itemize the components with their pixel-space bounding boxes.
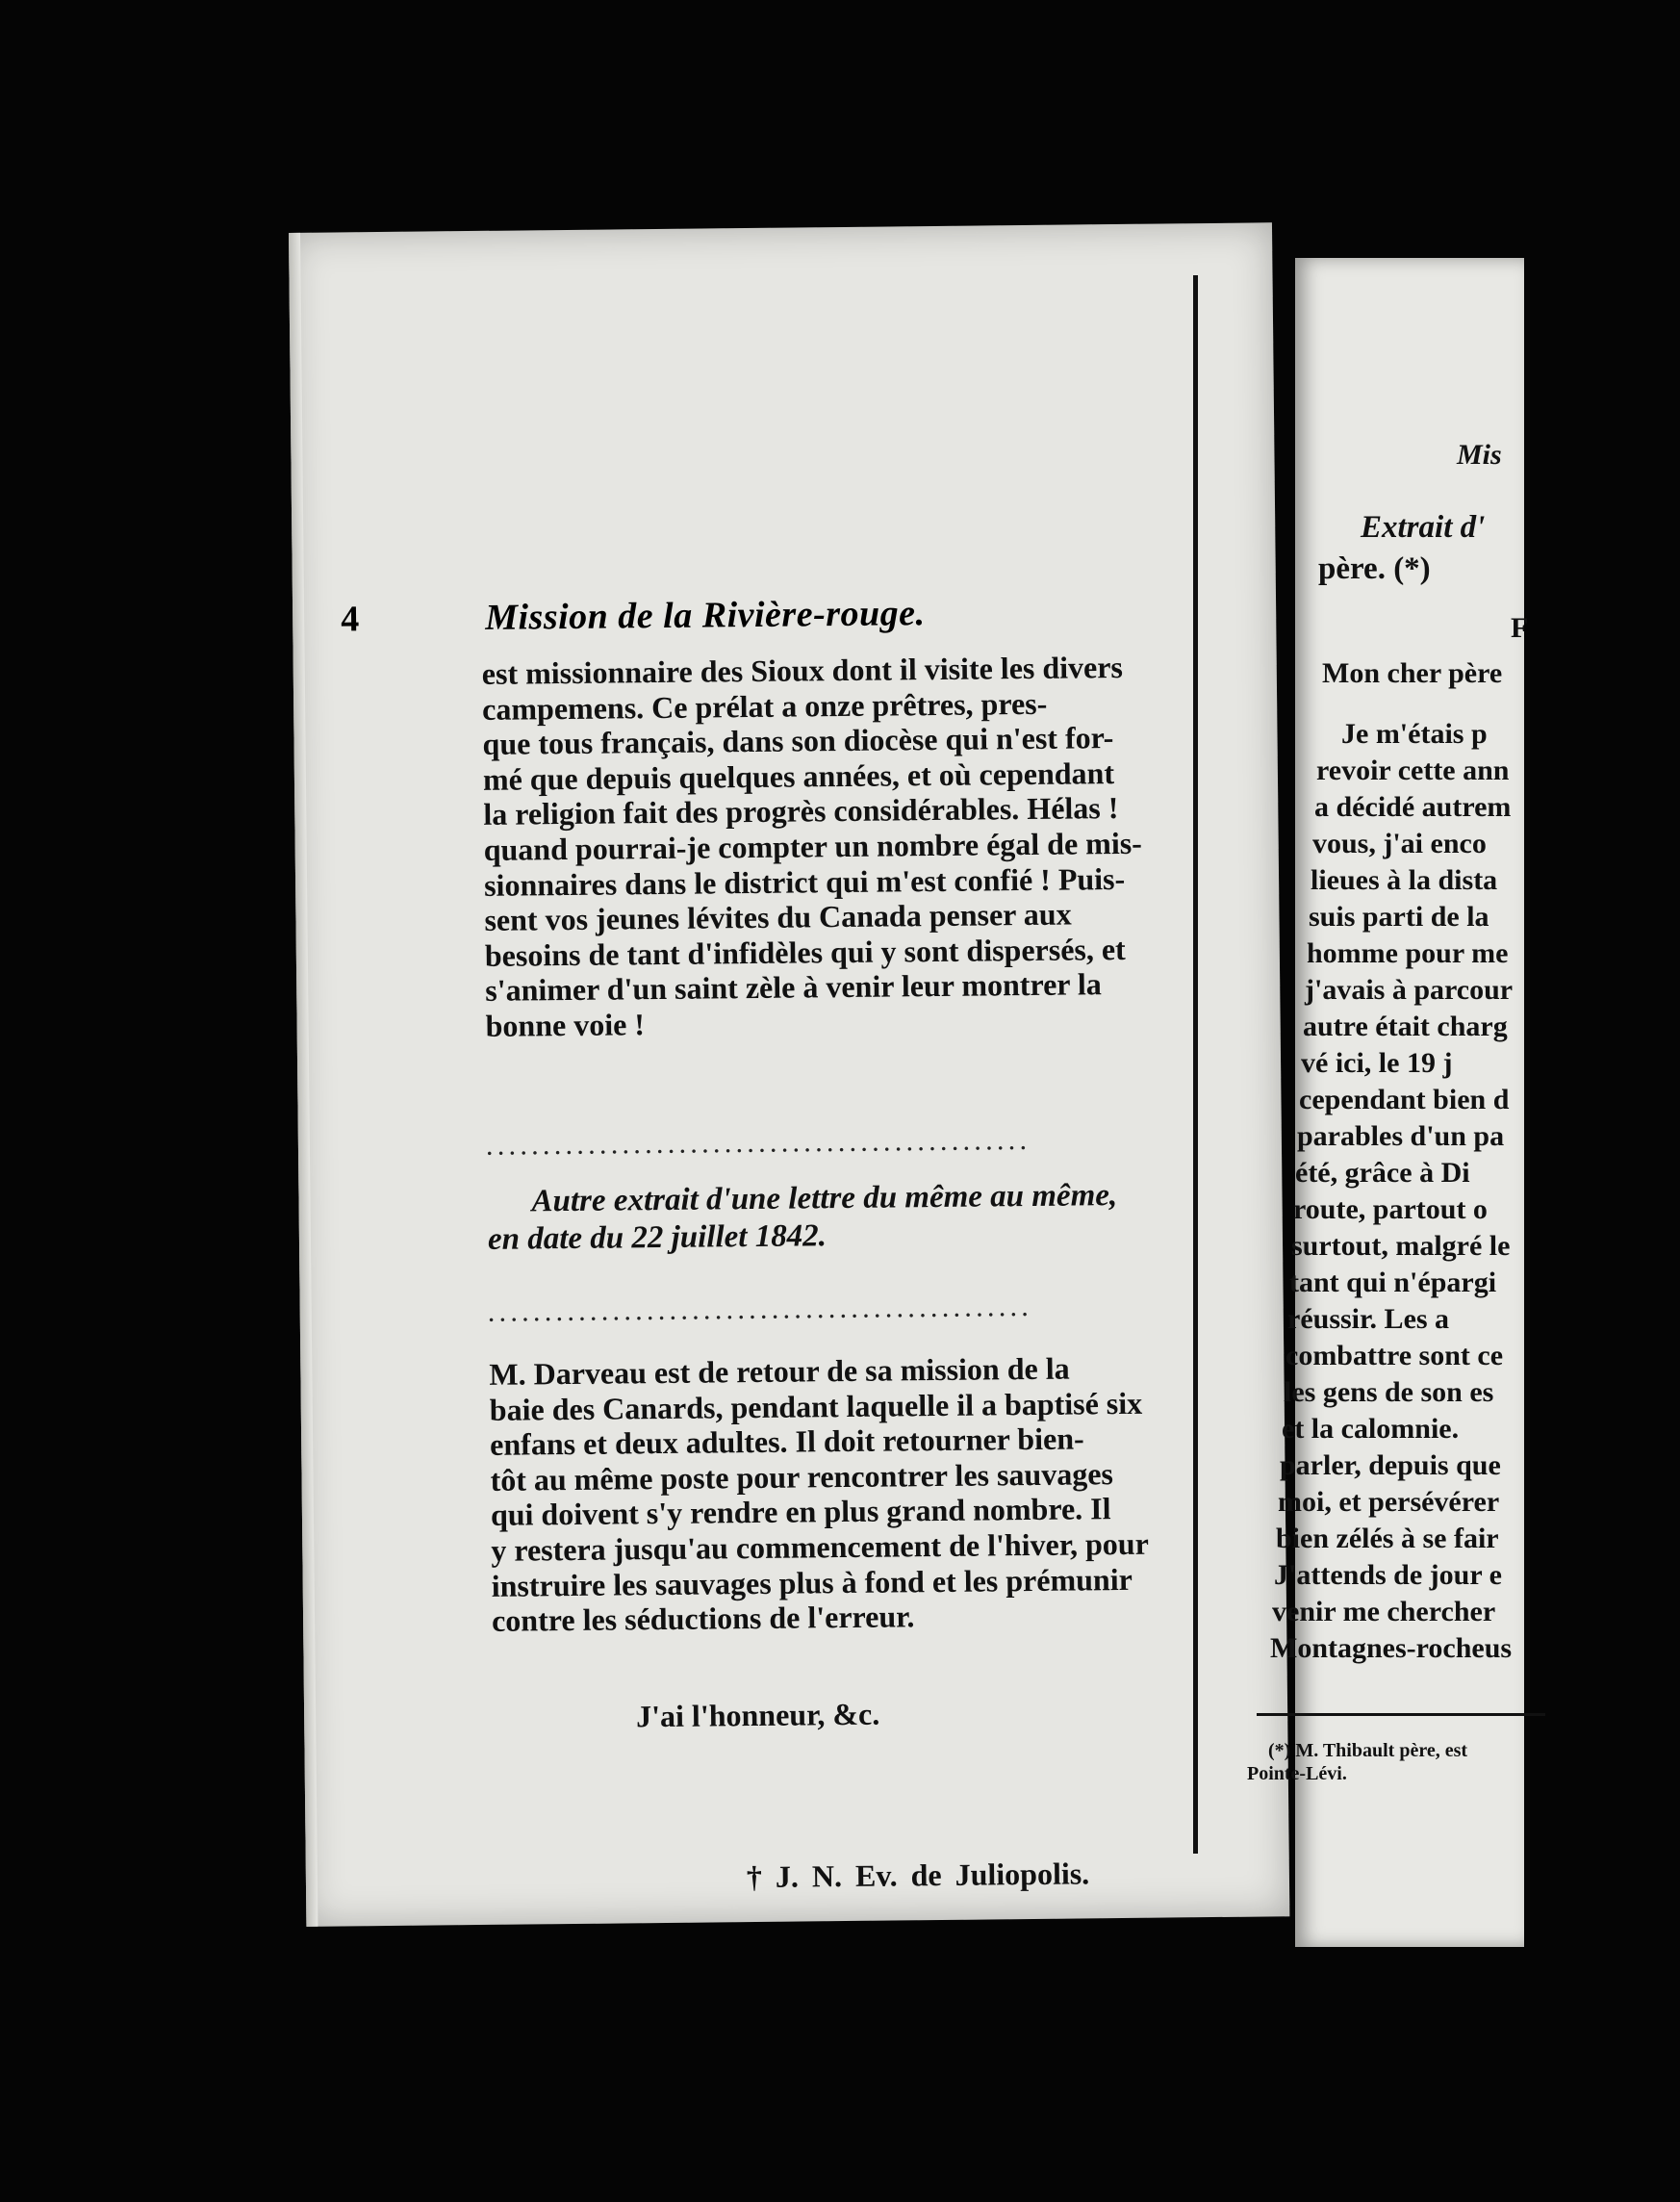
text-line: bonne voie ! [485, 1007, 646, 1043]
subheading [487, 1176, 1209, 1259]
right-page [1247, 258, 1529, 1947]
text-line: M. Darveau est de retour de sa mission de la [489, 1350, 1070, 1392]
right-line: les gens de son es [1284, 1376, 1494, 1408]
right-line: tant qui n'épargi [1289, 1267, 1497, 1298]
right-line: Je m'étais p [1341, 718, 1488, 750]
text-line: y restera jusqu'au commencement de l'hiver, pour [491, 1525, 1149, 1568]
paragraph-1 [482, 649, 1208, 1043]
text-line: la religion fait des progrès considérables. Hélas ! [483, 790, 1119, 832]
text-line: quand pourrai-je compter un nombre égal de mis- [483, 825, 1143, 867]
right-line: lieues à la dista [1311, 864, 1498, 896]
separator-top: ................................................ [486, 1129, 1032, 1160]
right-line: combattre sont ce [1285, 1340, 1504, 1371]
separator-bottom: ................................................ [488, 1295, 1034, 1326]
right-heading-line-1: Extrait d' [1361, 510, 1486, 545]
right-line: été, grâce à Di [1295, 1157, 1470, 1189]
right-line: autre était charg [1303, 1011, 1508, 1042]
right-line: revoir cette ann [1316, 755, 1510, 786]
text-line: sent vos jeunes lévites du Canada penser aux [484, 896, 1072, 938]
right-line: cependant bien d [1299, 1084, 1510, 1115]
paragraph-2 [489, 1349, 1213, 1639]
right-line: route, partout o [1293, 1193, 1488, 1225]
footnote-rule [1257, 1713, 1545, 1716]
text-line: est missionnaire des Sioux dont il visite les divers [481, 649, 1124, 691]
page-header [340, 592, 926, 640]
text-line: instruire les sauvages plus à fond et les prémunir [491, 1561, 1133, 1603]
subheading-line-1: Autre extrait d'une lettre du même au même, [531, 1178, 1118, 1219]
right-footnote-line-2: Pointe-Lévi. [1247, 1763, 1347, 1784]
text-line: contre les séductions de l'erreur. [491, 1599, 915, 1639]
right-line: surtout, malgré le [1291, 1230, 1511, 1262]
text-line: tôt au même poste pour rencontrer les sauvages [490, 1455, 1114, 1498]
text-line: campemens. Ce prélat a onze prêtres, pres- [482, 685, 1048, 727]
text-line: enfans et deux adultes. Il doit retourner bien- [490, 1421, 1084, 1463]
right-line: moi, et persévérer [1278, 1486, 1500, 1518]
right-greeting: Mon cher père [1322, 657, 1503, 689]
right-line: j'avais à parcour [1305, 974, 1514, 1006]
text-line: mé que depuis quelques années, et où cependant [482, 755, 1115, 797]
right-line: homme pour me [1307, 937, 1509, 969]
right-line: parler, depuis que [1280, 1449, 1501, 1481]
closing-formula: J'ai l'honneur, &c. [635, 1696, 880, 1734]
right-footnote-line-1: (*) M. Thibault père, est [1268, 1740, 1468, 1761]
right-line: réussir. Les a [1287, 1303, 1450, 1335]
text-line: qui doivent s'y rendre en plus grand nombre. Il [490, 1491, 1111, 1533]
right-running-title: Mis [1457, 439, 1502, 471]
right-line: bien zélés à se fair [1276, 1523, 1499, 1554]
right-line: venir me chercher [1272, 1596, 1496, 1627]
right-line: Montagnes-rocheus [1270, 1632, 1513, 1664]
running-title: Mission de la Rivière-rouge. [484, 593, 926, 638]
right-initial: F [1511, 612, 1529, 644]
text-line: besoins de tant d'infidèles qui y sont dispersés, et [484, 931, 1126, 973]
signature: † J. N. Ev. de Juliopolis. [746, 1856, 1090, 1895]
right-line: J'attends de jour e [1274, 1559, 1502, 1591]
right-line: et la calomnie. [1282, 1413, 1460, 1445]
right-line: vous, j'ai enco [1312, 828, 1487, 859]
text-line: sionnaires dans le district qui m'est confié ! Puis- [483, 860, 1126, 903]
text-line: baie des Canards, pendant laquelle il a baptisé six [489, 1385, 1143, 1427]
right-line: suis parti de la [1309, 901, 1489, 933]
right-heading-line-2: père. (*) [1318, 551, 1431, 586]
right-line: a décidé autrem [1314, 791, 1512, 823]
page-gutter [1193, 275, 1198, 1854]
right-line: parables d'un pa [1297, 1120, 1505, 1152]
text-line: que tous français, dans son diocèse qui n'est for- [482, 720, 1114, 762]
page-number: 4 [340, 599, 360, 640]
subheading-line-2: en date du 22 juillet 1842. [487, 1218, 827, 1257]
right-line: vé ici, le 19 j [1301, 1047, 1453, 1079]
text-line: s'animer d'un saint zèle à venir leur montrer la [485, 966, 1102, 1009]
left-page [289, 222, 1289, 1927]
